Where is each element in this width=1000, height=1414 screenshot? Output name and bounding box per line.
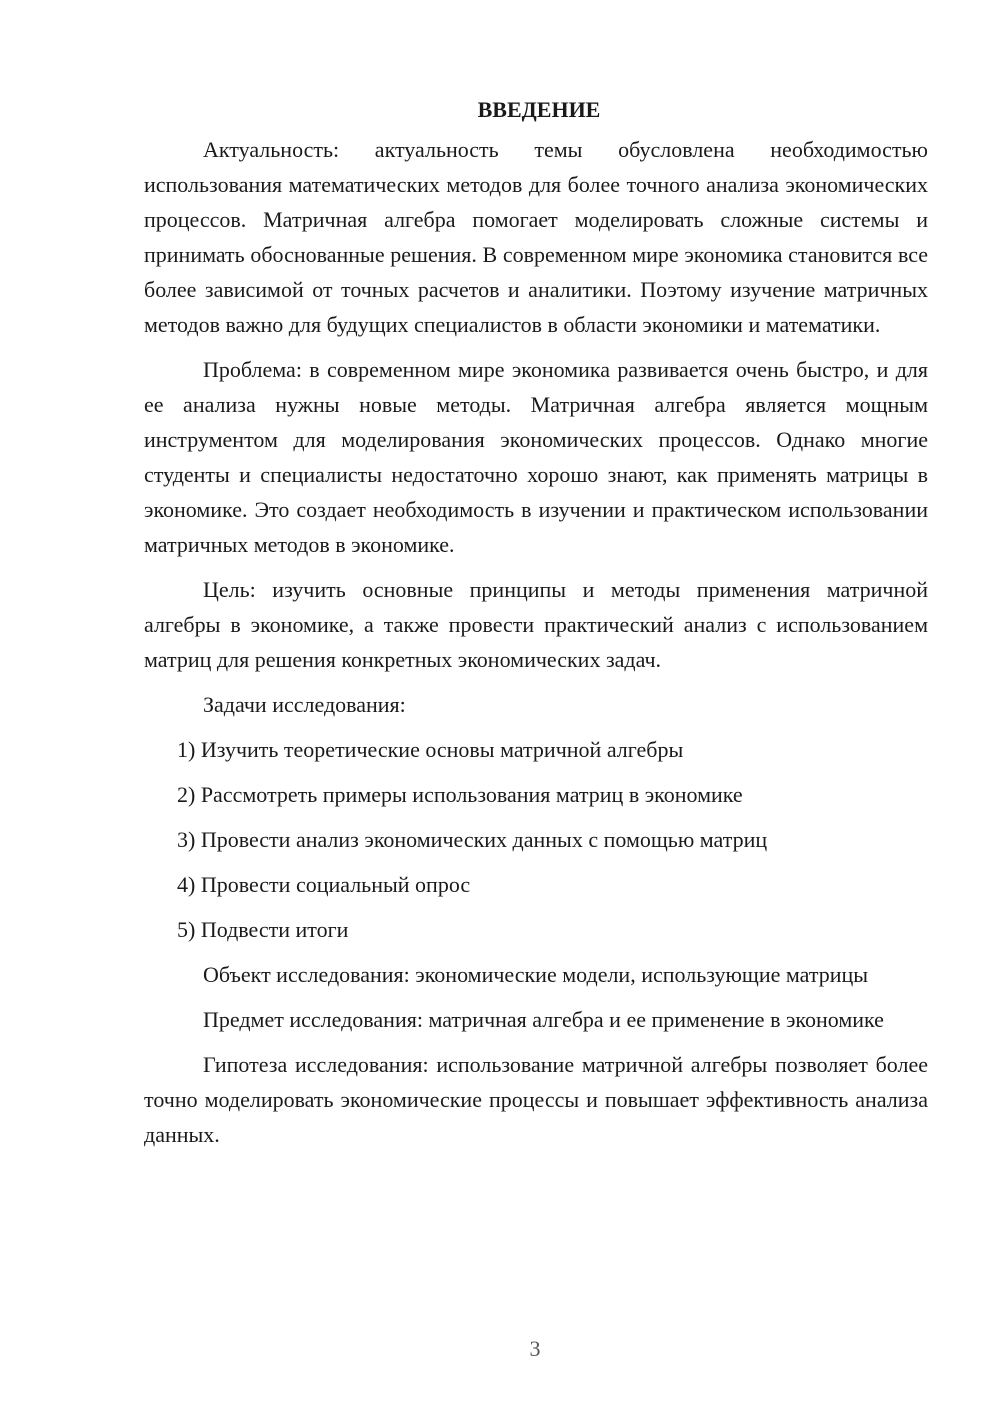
paragraph-subject: Предмет исследования: матричная алгебра и ее применение в экономике [203,1007,884,1032]
list-item: 5) Подвести итоги [177,917,349,942]
page-content [144,92,928,1162]
list-item: 2) Рассмотреть примеры использования матриц в экономике [177,782,743,807]
paragraph-goal: Цель: изучить основные принципы и методы применения матричной алгебры в экономике, а также провести практический анализ с использованием матриц для решения конкретных экономических задач. [144,577,928,672]
paragraph-relevance: Актуальность: актуальность темы обусловлена необходимостью использования математических методов для более точного анализа экономических процессов. Матричная алгебра помогает моделировать сложные системы и принимать обоснованные решения. В современном мире экономика становится все более зависимой от точных расчетов и аналитики. Поэтому изучение матричных методов важно для будущих специалистов в области экономики и математики. [144,137,928,337]
list-item: 4) Провести социальный опрос [177,872,471,897]
paragraph-object: Объект исследования: экономические модели, использующие матрицы [203,962,869,987]
list-item: 3) Провести анализ экономических данных с помощью матриц [177,827,768,852]
list-item: 1) Изучить теоретические основы матричной алгебры [177,737,684,762]
page-number: 3 [529,1336,541,1361]
paragraph-problem: Проблема: в современном мире экономика развивается очень быстро, и для ее анализа нужны новые методы. Матричная алгебра является мощным инструментом для моделирования экономических процессов. Однако многие студенты и специалисты недостаточно хорошо знают, как применять матрицы в экономике. Это создает необходимость в изучении и практическом использовании матричных методов в экономике. [144,357,928,557]
page-title: ВВЕДЕНИЕ [477,97,601,122]
tasks-heading: Задачи исследования: [203,692,406,717]
paragraph-hypothesis: Гипотеза исследования: использование матричной алгебры позволяет более точно моделировать экономические процессы и повышает эффективность анализа данных. [144,1052,928,1147]
tasks-list [144,732,928,947]
